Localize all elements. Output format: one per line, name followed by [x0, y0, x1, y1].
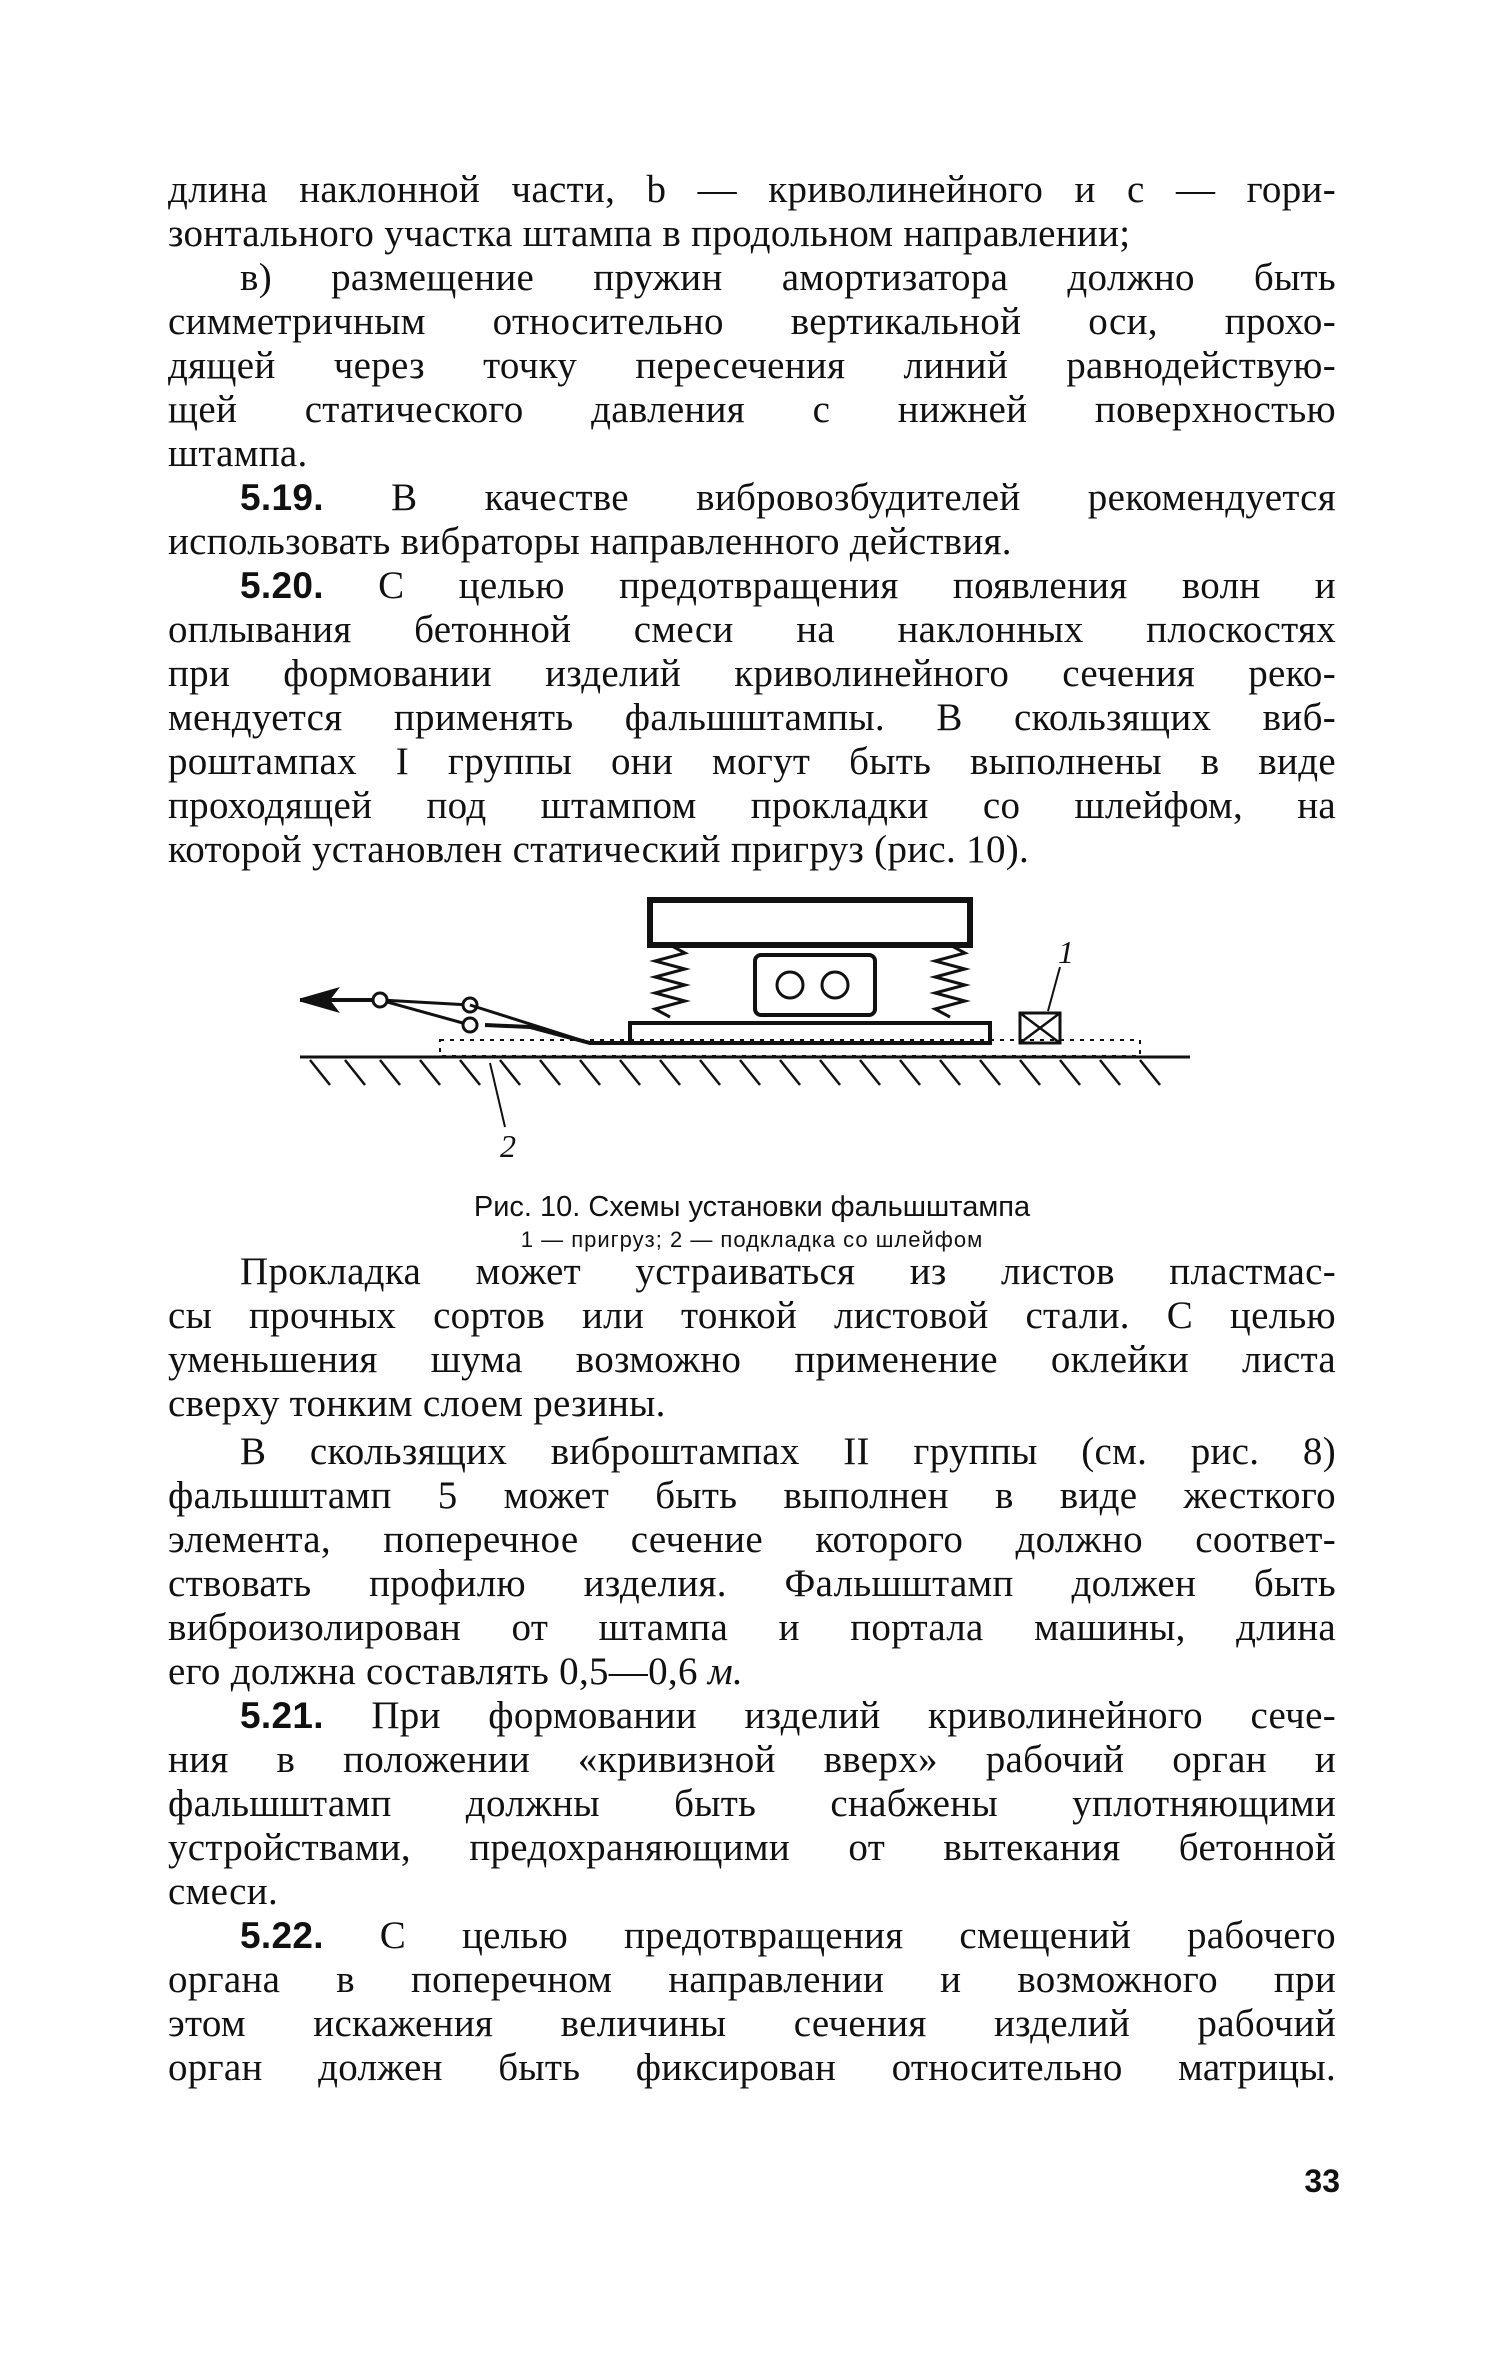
text-line: смеси. — [168, 1870, 279, 1913]
leader-line-1 — [1048, 967, 1060, 1011]
text-line: сы прочных сортов или тонкой листовой стали. С целью — [168, 1294, 1336, 1337]
text-line: сверху тонким слоем резины. — [168, 1382, 666, 1425]
text-line: этом искажения величины сечения изделий рабочий — [168, 2002, 1336, 2045]
section-5-21 — [168, 1694, 1336, 1914]
text-fragment: При формовании изделий криволинейного сече- — [371, 1694, 1336, 1737]
text-line: в) размещение пружин амортизатора должно быть — [240, 256, 1336, 299]
text-line: фальшштамп 5 может быть выполнен в виде жесткого — [168, 1474, 1336, 1517]
text-line: мендуется применять фальшштампы. В скользящих виб- — [168, 696, 1336, 739]
text-line: орган должен быть фиксирован относительно матрицы. — [168, 2046, 1336, 2089]
text-line: ния в положении «кривизной вверх» рабочий орган и — [168, 1738, 1336, 1781]
text-fragment: С целью предотвращения смещений рабочего — [379, 1914, 1336, 1957]
spring-left — [655, 945, 685, 1017]
text-line: использовать вибраторы направленного действия. — [168, 520, 1012, 563]
page-number: 33 — [1304, 2163, 1340, 2199]
section-5-20 — [168, 564, 1336, 872]
leader-line-2 — [490, 1063, 505, 1127]
text-line — [168, 476, 1336, 520]
text-line: дящей через точку пересечения линий равнодействую- — [168, 344, 1336, 387]
ground-hatching — [310, 1060, 1160, 1085]
text-fragment: В качестве вибровозбудителей рекомендуется — [391, 476, 1336, 519]
text-line: В скользящих виброштампах II группы (см. рис. 8) — [240, 1430, 1336, 1473]
figure-label-2: 2 — [500, 1128, 516, 1164]
figure-caption-legend: 1 — пригруз; 2 — подкладка со шлейфом — [520, 1227, 984, 1252]
vibrator-circle-icon — [822, 972, 848, 998]
text-line — [168, 564, 1336, 608]
figure-caption-title: Рис. 10. Схемы установки фальшштампа — [473, 1191, 1031, 1223]
text-line: при формовании изделий криволинейного сечения реко- — [168, 652, 1336, 695]
section-number: 5.21. — [240, 1695, 324, 1736]
text-line: оплывания бетонной смеси на наклонных плоскостях — [168, 608, 1336, 651]
section-5-22 — [168, 1914, 1336, 2090]
text-line — [168, 1694, 1336, 1738]
section-5-19 — [168, 476, 1336, 564]
text-line: штампа. — [168, 432, 308, 475]
text-line: зонтального участка штампа в продольном направлении; — [168, 212, 1131, 255]
text-line: проходящей под штампом прокладки со шлейфом, на — [168, 784, 1336, 827]
text-line: Прокладка может устраиваться из листов пластмас- — [240, 1250, 1336, 1293]
text-line: устройствами, предохраняющими от вытекания бетонной — [168, 1826, 1336, 1869]
text-line: ствовать профилю изделия. Фальшштамп должен быть — [168, 1562, 1336, 1605]
vibrator-circle-icon — [777, 972, 803, 998]
text-line: роштампах I группы они могут быть выполнены в виде — [168, 740, 1336, 783]
text-line — [168, 1650, 1336, 1694]
vibrator-box — [755, 955, 875, 1015]
text-line: органа в поперечном направлении и возможного при — [168, 1958, 1336, 2001]
paragraph-item-v — [168, 256, 1336, 476]
figure-vibrostamp-scheme — [300, 895, 1200, 1195]
text-line: уменьшения шума возможно применение оклейки листа — [168, 1338, 1336, 1381]
upper-frame — [650, 900, 970, 945]
text-line: фальшштамп должны быть снабжены уплотняющими — [168, 1782, 1336, 1825]
text-line: симметричным относительно вертикальной оси, прохо- — [168, 300, 1336, 343]
text-line: виброизолирован от штампа и портала машины, длина — [168, 1606, 1336, 1649]
unit-text: м. — [707, 1650, 744, 1693]
text-line: элемента, поперечное сечение которого должно соответ- — [168, 1518, 1336, 1561]
section-number: 5.20. — [240, 565, 324, 606]
hinge-icon — [463, 1018, 477, 1032]
text-line — [168, 1914, 1336, 1958]
text-line: щей статического давления с нижней поверхностью — [168, 388, 1336, 431]
section-number: 5.22. — [240, 1915, 324, 1956]
figure-label-1: 1 — [1058, 934, 1074, 970]
hinge-icon — [373, 993, 387, 1007]
text-fragment: С целью предотвращения появления волн и — [378, 564, 1336, 607]
paragraph-continuation — [168, 168, 1336, 256]
text-fragment: его должна составлять 0,5—0,6 — [168, 1650, 698, 1693]
paragraph-pad-material — [168, 1250, 1336, 1426]
text-line: длина наклонной части, b — криволинейного и c — гори- — [168, 168, 1336, 211]
section-number: 5.19. — [240, 477, 324, 518]
text-line: которой установлен статический пригруз (рис. 10). — [168, 828, 1030, 871]
paragraph-group-ii — [168, 1430, 1336, 1694]
spring-right — [935, 945, 965, 1017]
